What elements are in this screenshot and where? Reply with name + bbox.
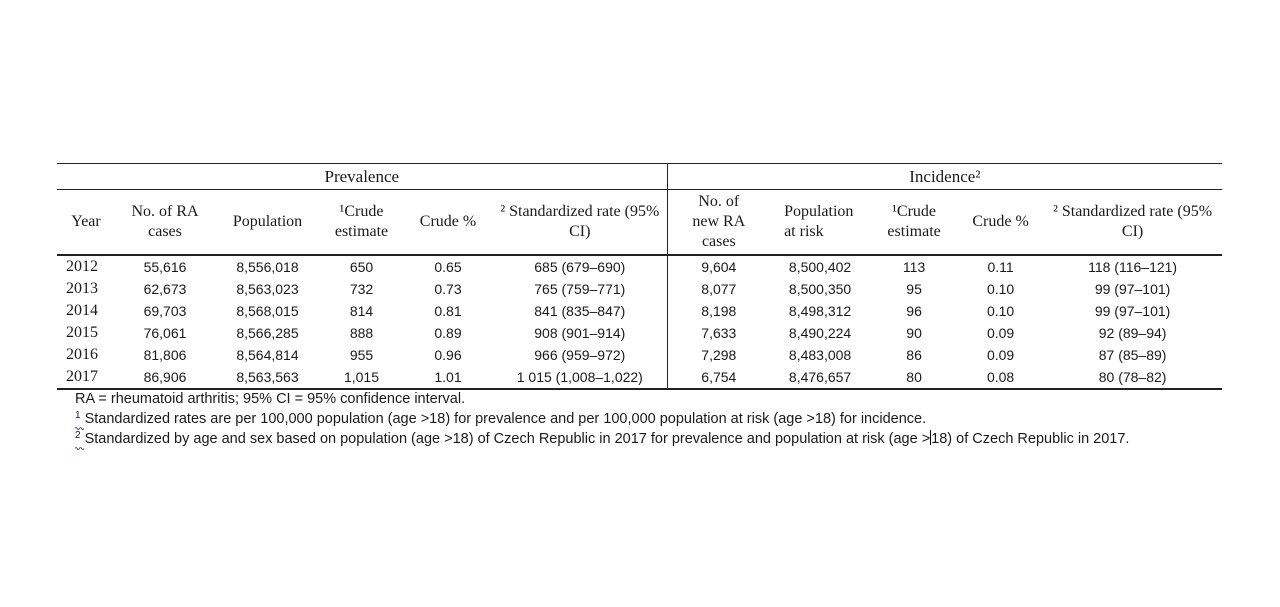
- footnotes: [75, 389, 1215, 449]
- value-cell: 69,703: [143, 303, 187, 319]
- value-cell: 841 (835–847): [493, 300, 667, 322]
- spellcheck-squiggle-icon: [75, 446, 84, 450]
- col-header-standardized-rate-prevalence: ² Standardized rate (95% CI): [493, 190, 667, 256]
- value-cell: 8,568,015: [236, 303, 299, 319]
- footnote-text: RA = rheumatoid arthritis; 95% CI = 95% confidence interval.: [75, 391, 466, 407]
- value-cell: 62,673: [143, 281, 187, 297]
- group-header-incidence: Incidence²: [667, 164, 1222, 190]
- value-cell: 8,566,285: [236, 325, 299, 341]
- value-cell: 8,556,018: [236, 259, 299, 275]
- value-cell: 8,500,350: [788, 281, 852, 297]
- value-cell: 0.65: [434, 259, 462, 275]
- value-cell: 1,015: [343, 369, 380, 385]
- table-row: [57, 255, 1222, 278]
- value-cell: 8,563,023: [236, 281, 299, 297]
- value-cell: 0.09: [986, 347, 1015, 363]
- footnote-1: [75, 409, 1215, 429]
- table-row: [57, 322, 1222, 344]
- value-cell: 9,604: [701, 259, 737, 275]
- group-header-row: [57, 164, 1222, 190]
- value-cell: 765 (759–771): [493, 278, 667, 300]
- value-cell: 0.10: [986, 281, 1015, 297]
- ra-statistics-table: [57, 163, 1222, 390]
- year-cell: 2016: [66, 346, 98, 363]
- table-row: [57, 278, 1222, 300]
- value-cell: 888: [349, 325, 374, 341]
- value-cell: 8,564,814: [236, 347, 299, 363]
- col-header-new-ra-cases: No. of new RA cases: [667, 190, 770, 256]
- col-header-crude-estimate-incidence: ¹Crude estimate: [870, 190, 958, 256]
- value-cell: 685 (679–690): [493, 255, 667, 278]
- column-header-row: [57, 190, 1222, 256]
- value-cell: 8,490,224: [788, 325, 852, 341]
- value-cell: 81,806: [143, 347, 187, 363]
- year-cell: 2017: [66, 368, 98, 385]
- year-cell: 2013: [66, 280, 98, 297]
- value-cell: 732: [349, 281, 374, 297]
- value-cell: 80: [906, 369, 922, 385]
- value-cell: 1.01: [434, 369, 462, 385]
- col-header-population: Population: [215, 190, 320, 256]
- value-cell: 955: [349, 347, 374, 363]
- value-cell: 0.73: [434, 281, 462, 297]
- col-header-year: Year: [57, 190, 115, 256]
- value-cell: 0.08: [986, 369, 1015, 385]
- footnote-2: [75, 429, 1215, 449]
- value-cell: 99 (97–101): [1094, 281, 1171, 297]
- value-cell: 8,476,657: [788, 369, 852, 385]
- value-cell: 96: [906, 303, 922, 319]
- value-cell: 7,633: [701, 325, 737, 341]
- footnote-text-after-cursor: 18) of Czech Republic in 2017.: [931, 431, 1130, 447]
- value-cell: 92 (89–94): [1098, 325, 1167, 341]
- value-cell: 90: [906, 325, 922, 341]
- value-cell: 8,500,402: [788, 259, 852, 275]
- value-cell: 55,616: [143, 259, 187, 275]
- year-cell: 2015: [66, 324, 98, 341]
- year-cell: 2014: [66, 302, 98, 319]
- col-header-standardized-rate-incidence: ² Standardized rate (95% CI): [1043, 190, 1222, 256]
- col-header-crude-pct-incidence: Crude %: [958, 190, 1043, 256]
- footnote-abbreviations: [75, 389, 1215, 409]
- value-cell: 908 (901–914): [493, 322, 667, 344]
- value-cell: 8,563,563: [236, 369, 299, 385]
- year-cell: 2012: [66, 258, 98, 275]
- value-cell: 8,198: [701, 303, 737, 319]
- value-cell: 814: [349, 303, 374, 319]
- value-cell: 8,483,008: [788, 347, 852, 363]
- value-cell: 0.96: [434, 347, 462, 363]
- value-cell: 966 (959–972): [493, 344, 667, 366]
- value-cell: 86: [906, 347, 922, 363]
- footnote-marker: 2: [75, 429, 81, 449]
- col-header-crude-pct-prevalence: Crude %: [403, 190, 493, 256]
- value-cell: 1 015 (1,008–1,022): [493, 366, 667, 389]
- table-body: [57, 255, 1222, 389]
- group-header-prevalence: Prevalence: [57, 164, 667, 190]
- table-row: [57, 300, 1222, 322]
- value-cell: 6,754: [701, 369, 737, 385]
- value-cell: 8,498,312: [788, 303, 852, 319]
- value-cell: 86,906: [143, 369, 187, 385]
- col-header-ra-cases: No. of RA cases: [115, 190, 215, 256]
- table-container: [57, 163, 1222, 390]
- col-header-crude-estimate-prevalence: ¹Crude estimate: [320, 190, 403, 256]
- footnote-text: Standardized rates are per 100,000 population (age >18) for prevalence and per 100,000 population at risk (age >18) for incidence.: [84, 411, 927, 427]
- value-cell: 80 (78–82): [1098, 369, 1167, 385]
- value-cell: 118 (116–121): [1088, 259, 1178, 275]
- value-cell: 0.81: [434, 303, 462, 319]
- value-cell: 95: [906, 281, 922, 297]
- table-row: [57, 344, 1222, 366]
- value-cell: 113: [902, 259, 926, 275]
- value-cell: 650: [349, 259, 374, 275]
- footnote-text-before-cursor: Standardized by age and sex based on population (age >18) of Czech Republic in 2017 for prevalence and population at risk (age >: [84, 431, 931, 447]
- value-cell: 0.89: [434, 325, 462, 341]
- table-row: [57, 366, 1222, 389]
- value-cell: 87 (85–89): [1098, 347, 1167, 363]
- value-cell: 99 (97–101): [1094, 303, 1171, 319]
- value-cell: 7,298: [701, 347, 737, 363]
- value-cell: 0.11: [987, 259, 1014, 275]
- footnote-marker: 1: [75, 409, 81, 429]
- value-cell: 0.09: [986, 325, 1015, 341]
- value-cell: 8,077: [701, 281, 737, 297]
- value-cell: 0.10: [986, 303, 1015, 319]
- value-cell: 76,061: [143, 325, 187, 341]
- col-header-population-at-risk: Population at risk: [770, 190, 870, 256]
